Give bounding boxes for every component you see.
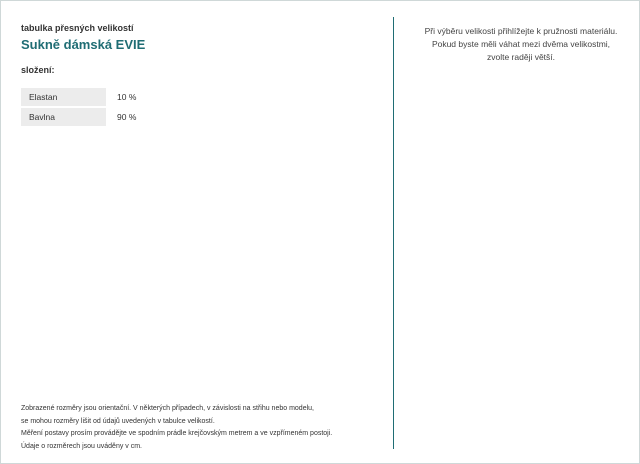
- measurement-notes: [21, 403, 391, 453]
- material-name: Elastan: [21, 88, 106, 106]
- material-name: Bavlna: [21, 108, 106, 126]
- note-line: Údaje o rozměrech jsou uváděny v cm.: [21, 442, 142, 450]
- table-row: [21, 88, 136, 106]
- left-panel: [21, 23, 381, 128]
- product-title: Sukně dámská EVIE: [21, 37, 146, 52]
- table-row: [21, 108, 136, 126]
- advice-line: Při výběru velikosti přihlížejte k pružnosti materiálu.: [424, 26, 618, 36]
- size-advice: [401, 25, 640, 64]
- material-percent: 90 %: [117, 112, 137, 122]
- material-percent: 10 %: [117, 92, 137, 102]
- advice-line: Pokud byste měli váhat mezi dvěma velikostmi,: [431, 39, 611, 49]
- vertical-divider: [393, 17, 394, 449]
- page-kicker: tabulka přesných velikostí: [21, 23, 134, 33]
- advice-line: zvolte raději větší.: [486, 52, 556, 62]
- note-line: Zobrazené rozměry jsou orientační. V některých případech, v závislosti na střihu nebo modelu,: [21, 405, 314, 412]
- note-line: Měření postavy prosím provádějte ve spodním prádle krejčovským metrem a ve vzpřímeném postoji.: [21, 430, 333, 437]
- composition-label: složení:: [21, 65, 55, 75]
- note-line: se mohou rozměry lišit od údajů uvedených v tabulce velikostí.: [21, 417, 215, 425]
- composition-table: [21, 86, 136, 128]
